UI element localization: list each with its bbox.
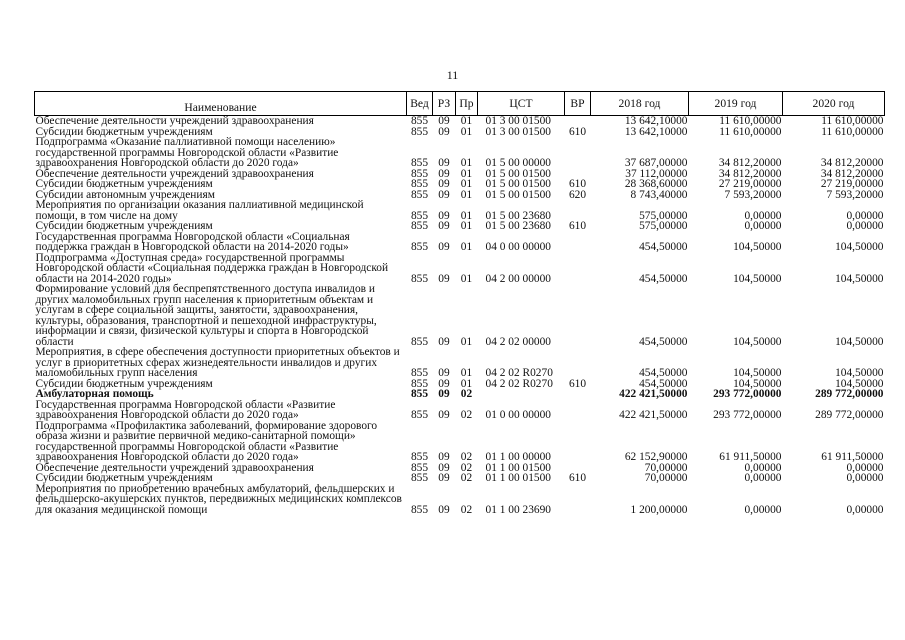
cell-vr: 610 xyxy=(568,178,587,190)
cell-ved: 855 xyxy=(410,125,429,138)
cell-2018: 454,50000 xyxy=(639,335,688,348)
cell-rz: 09 xyxy=(438,409,450,421)
cell-rz: 09 xyxy=(438,377,450,390)
cell-2018: 575,00000 xyxy=(639,209,688,222)
cell-name: Обеспечение деятельности учреждений здравоохранения xyxy=(35,461,314,474)
table-row xyxy=(35,484,885,516)
cell-vr: 610 xyxy=(568,472,587,484)
cell-cst: 01 5 00 23680 xyxy=(485,220,551,232)
cell-2019: 27 219,00000 xyxy=(718,178,782,190)
cell-vr: 610 xyxy=(568,377,587,390)
cell-name: Мероприятия, в сфере обеспечения доступности приоритетных объектов и услуг в приоритетных сферах жизнедеятельности инвалидов и других маломобильных групп населения xyxy=(35,346,400,379)
cell-2019: 104,50000 xyxy=(733,377,782,390)
cell-rz: 09 xyxy=(438,178,450,190)
cell-cst: 04 2 02 R0270 xyxy=(485,377,553,390)
table-row xyxy=(35,137,885,169)
cell-name: Формирование условий для беспрепятственного доступа инвалидов и других маломобильных групп населения к приоритетным объектам и услугам в сфере социальной защиты, занятости, здравоохранения, культуры, образования, транспортной и пешеходной инфраструктуры, информации и связи, физической культуры и спорта в Новгородской области xyxy=(35,283,377,348)
cell-2020: 11 610,00000 xyxy=(821,115,884,127)
header-cst: ЦСТ xyxy=(478,92,565,116)
cell-cst: 01 5 00 23680 xyxy=(485,209,551,222)
cell-2020: 34 812,20000 xyxy=(820,167,884,180)
budget-table xyxy=(34,91,885,515)
cell-name: Подпрограмма «Профилактика заболеваний, формирование здорового образа жизни и развитие первичной медико-санитарной помощи» государственной программы Новгородской области «Развитие здравоохранения Новгородской области до 2020 года» xyxy=(35,419,378,463)
cell-name: Подпрограмма «Оказание паллиативной помощи населению» государственной программы Новгородской области «Развитие здравоохранения Новгородской области до 2020 года» xyxy=(35,136,339,169)
cell-vr xyxy=(565,200,591,221)
cell-2018: 37 112,00000 xyxy=(625,167,688,180)
table-row xyxy=(35,221,885,232)
cell-2018: 422 421,50000 xyxy=(619,388,688,400)
cell-rz: 09 xyxy=(438,209,450,222)
cell-pr: 02 xyxy=(460,503,473,516)
cell-name: Субсидии бюджетным учреждениям xyxy=(35,220,213,232)
cell-2019: 34 812,20000 xyxy=(718,167,782,180)
cell-pr: 01 xyxy=(460,167,473,180)
cell-pr: 01 xyxy=(460,157,473,169)
cell-2020: 104,50000 xyxy=(835,377,884,390)
cell-2020: 0,00000 xyxy=(846,472,884,484)
cell-2019: 0,00000 xyxy=(744,220,782,232)
header-2020: 2020 год xyxy=(783,92,885,116)
cell-cst: 01 5 00 01500 xyxy=(485,188,551,201)
cell-ved: 855 xyxy=(410,241,429,253)
cell-ved: 855 xyxy=(410,377,429,390)
cell-rz: 09 xyxy=(438,451,450,463)
cell-pr: 01 xyxy=(460,209,473,222)
cell-cst: 01 1 00 01500 xyxy=(485,461,551,474)
cell-pr: 02 xyxy=(460,451,473,463)
table-row xyxy=(35,284,885,347)
cell-2019: 11 610,00000 xyxy=(719,125,782,138)
cell-rz: 09 xyxy=(438,388,450,400)
cell-rz: 09 xyxy=(438,188,450,201)
page-number: 11 xyxy=(446,68,459,82)
cell-2019: 0,00000 xyxy=(744,472,782,484)
header-ved: Вед xyxy=(407,92,433,116)
cell-rz: 09 xyxy=(438,367,450,379)
cell-2020: 0,00000 xyxy=(846,461,884,474)
cell-vr xyxy=(565,484,591,516)
cell-cst: 01 0 00 00000 xyxy=(485,409,551,421)
cell-vr xyxy=(565,116,591,127)
cell-cst: 01 5 00 01500 xyxy=(485,178,551,190)
cell-rz: 09 xyxy=(438,335,450,348)
cell-rz: 09 xyxy=(438,125,450,138)
cell-rz: 09 xyxy=(438,167,450,180)
cell-2019: 293 772,00000 xyxy=(713,409,782,421)
cell-cst: 01 3 00 01500 xyxy=(485,125,551,138)
cell-2020: 34 812,20000 xyxy=(820,157,884,169)
cell-2020: 27 219,00000 xyxy=(820,178,884,190)
cell-ved: 855 xyxy=(410,209,429,222)
cell-2018: 62 152,90000 xyxy=(624,451,688,463)
cell-name: Государственная программа Новгородской области «Развитие здравоохранения Новгородской области до 2020 года» xyxy=(35,398,336,421)
cell-name: Субсидии автономным учреждениям xyxy=(35,188,215,201)
cell-vr xyxy=(565,400,591,421)
cell-2020: 61 911,50000 xyxy=(821,451,884,463)
cell-name: Амбулаторная помощь xyxy=(35,388,154,400)
cell-2018: 13 642,10000 xyxy=(624,115,688,127)
cell-cst: 04 2 00 00000 xyxy=(485,272,551,285)
cell-name: Мероприятия по организации оказания паллиативной медицинской помощи, в том числе на дому xyxy=(35,199,364,222)
cell-cst: 01 1 00 23690 xyxy=(485,503,551,516)
cell-ved: 855 xyxy=(410,167,429,180)
cell-pr: 02 xyxy=(460,388,473,400)
table-row xyxy=(35,473,885,484)
cell-name: Обеспечение деятельности учреждений здравоохранения xyxy=(35,115,314,127)
cell-rz: 09 xyxy=(438,241,450,253)
cell-cst: 01 5 00 01500 xyxy=(485,167,551,180)
cell-name: Подпрограмма «Доступная среда» государственной программы Новгородской области «Социальная поддержка граждан в Новгородской области на 2014-2020 годы» xyxy=(35,251,389,285)
table-row xyxy=(35,400,885,421)
cell-ved: 855 xyxy=(410,188,429,201)
cell-pr: 01 xyxy=(460,220,473,232)
cell-2018: 454,50000 xyxy=(639,367,688,379)
cell-rz: 09 xyxy=(438,461,450,474)
cell-vr: 620 xyxy=(568,188,587,201)
table-row xyxy=(35,421,885,463)
cell-pr: 02 xyxy=(460,472,473,484)
cell-pr: 02 xyxy=(460,461,473,474)
cell-ved: 855 xyxy=(410,388,429,400)
cell-2019: 0,00000 xyxy=(744,209,782,222)
cell-pr: 01 xyxy=(460,272,473,285)
cell-2018: 454,50000 xyxy=(639,272,688,285)
cell-2019: 0,00000 xyxy=(744,503,782,516)
cell-name: Государственная программа Новгородской области «Социальная поддержка граждан в Новгородской области на 2014-2020 годы» xyxy=(35,230,350,253)
cell-ved: 855 xyxy=(410,335,429,348)
header-vr: ВР xyxy=(565,92,591,116)
cell-pr: 01 xyxy=(460,241,473,253)
cell-2018: 422 421,50000 xyxy=(619,409,688,421)
cell-2020: 104,50000 xyxy=(835,335,884,348)
cell-ved: 855 xyxy=(410,461,429,474)
cell-cst: 04 2 02 00000 xyxy=(485,335,551,348)
cell-pr: 01 xyxy=(460,188,473,201)
cell-2020: 289 772,00000 xyxy=(815,409,884,421)
cell-name: Мероприятия по приобретению врачебных амбулаторий, фельдшерских и фельдшерско-акушерских пунктов, передвижных медицинских комплексов для оказания медицинской помощи xyxy=(35,482,402,516)
cell-ved: 855 xyxy=(410,409,429,421)
cell-ved: 855 xyxy=(410,115,429,127)
cell-ved: 855 xyxy=(410,451,429,463)
cell-2020: 0,00000 xyxy=(846,220,884,232)
header-name: Наименование xyxy=(35,92,407,116)
cell-vr xyxy=(565,421,591,463)
cell-cst: 01 5 00 00000 xyxy=(485,157,551,169)
cell-vr xyxy=(565,253,591,285)
cell-pr: 01 xyxy=(460,335,473,348)
cell-vr xyxy=(565,389,591,400)
cell-ved: 855 xyxy=(410,178,429,190)
table-row xyxy=(35,347,885,379)
header-2018: 2018 год xyxy=(591,92,689,116)
cell-2020: 289 772,00000 xyxy=(815,388,884,400)
cell-rz: 09 xyxy=(438,220,450,232)
cell-2019: 104,50000 xyxy=(733,335,782,348)
cell-cst: 04 2 02 R0270 xyxy=(485,367,553,379)
table-row xyxy=(35,232,885,253)
cell-2020: 104,50000 xyxy=(835,367,884,379)
cell-2020: 104,50000 xyxy=(835,272,884,285)
cell-vr: 610 xyxy=(568,220,587,232)
cell-2018: 37 687,00000 xyxy=(624,157,688,169)
cell-2018: 13 642,10000 xyxy=(624,125,688,138)
cell-pr: 01 xyxy=(460,377,473,390)
table-row xyxy=(35,179,885,190)
cell-vr xyxy=(565,347,591,379)
cell-rz: 09 xyxy=(438,472,450,484)
header-2019: 2019 год xyxy=(689,92,783,116)
cell-rz: 09 xyxy=(438,115,450,127)
table-header-row xyxy=(35,92,885,116)
cell-vr xyxy=(565,232,591,253)
cell-cst xyxy=(478,389,565,400)
cell-rz: 09 xyxy=(438,503,450,516)
cell-2020: 0,00000 xyxy=(846,503,884,516)
table-body xyxy=(35,116,885,516)
cell-pr: 01 xyxy=(460,367,473,379)
cell-cst: 01 1 00 01500 xyxy=(485,472,551,484)
cell-pr: 01 xyxy=(460,125,473,138)
cell-ved: 855 xyxy=(410,157,429,169)
cell-pr: 01 xyxy=(460,115,473,127)
cell-2019: 11 610,00000 xyxy=(719,115,782,127)
cell-cst: 04 0 00 00000 xyxy=(485,241,551,253)
cell-2020: 0,00000 xyxy=(846,209,884,222)
header-rz: РЗ xyxy=(433,92,456,116)
cell-2018: 70,00000 xyxy=(644,461,688,474)
cell-2019: 293 772,00000 xyxy=(713,388,782,400)
cell-2019: 104,50000 xyxy=(733,367,782,379)
cell-pr: 02 xyxy=(460,409,473,421)
cell-2018: 1 200,00000 xyxy=(630,503,688,516)
cell-ved: 855 xyxy=(410,220,429,232)
cell-ved: 855 xyxy=(410,272,429,285)
table-row xyxy=(35,389,885,400)
cell-name: Субсидии бюджетным учреждениям xyxy=(35,377,213,390)
cell-name: Обеспечение деятельности учреждений здравоохранения xyxy=(35,167,314,180)
cell-cst: 01 3 00 01500 xyxy=(485,115,551,127)
cell-ved: 855 xyxy=(410,503,429,516)
cell-vr xyxy=(565,284,591,347)
cell-vr: 610 xyxy=(568,125,587,138)
cell-ved: 855 xyxy=(410,472,429,484)
cell-name: Субсидии бюджетным учреждениям xyxy=(35,472,213,484)
cell-ved: 855 xyxy=(410,367,429,379)
cell-2018: 70,00000 xyxy=(644,472,688,484)
cell-2018: 28 368,60000 xyxy=(624,178,688,190)
cell-cst: 01 1 00 00000 xyxy=(485,451,551,463)
cell-2020: 11 610,00000 xyxy=(821,125,884,138)
cell-2019: 104,50000 xyxy=(733,241,782,253)
header-pr: Пр xyxy=(456,92,478,116)
cell-2019: 104,50000 xyxy=(733,272,782,285)
table-row xyxy=(35,116,885,127)
cell-2019: 0,00000 xyxy=(744,461,782,474)
cell-2018: 454,50000 xyxy=(639,377,688,390)
cell-2020: 7 593,20000 xyxy=(826,188,884,201)
cell-2020: 104,50000 xyxy=(835,241,884,253)
cell-2018: 575,00000 xyxy=(639,220,688,232)
cell-2019: 7 593,20000 xyxy=(724,188,782,201)
cell-rz: 09 xyxy=(438,272,450,285)
cell-pr: 01 xyxy=(460,178,473,190)
cell-rz: 09 xyxy=(438,157,450,169)
table-row xyxy=(35,253,885,285)
cell-2019: 61 911,50000 xyxy=(719,451,782,463)
cell-2018: 8 743,40000 xyxy=(630,188,688,201)
cell-vr xyxy=(565,137,591,169)
cell-name: Субсидии бюджетным учреждениям xyxy=(35,125,213,138)
cell-2018: 454,50000 xyxy=(639,241,688,253)
cell-name: Субсидии бюджетным учреждениям xyxy=(35,178,213,190)
cell-2019: 34 812,20000 xyxy=(718,157,782,169)
table-row xyxy=(35,200,885,221)
